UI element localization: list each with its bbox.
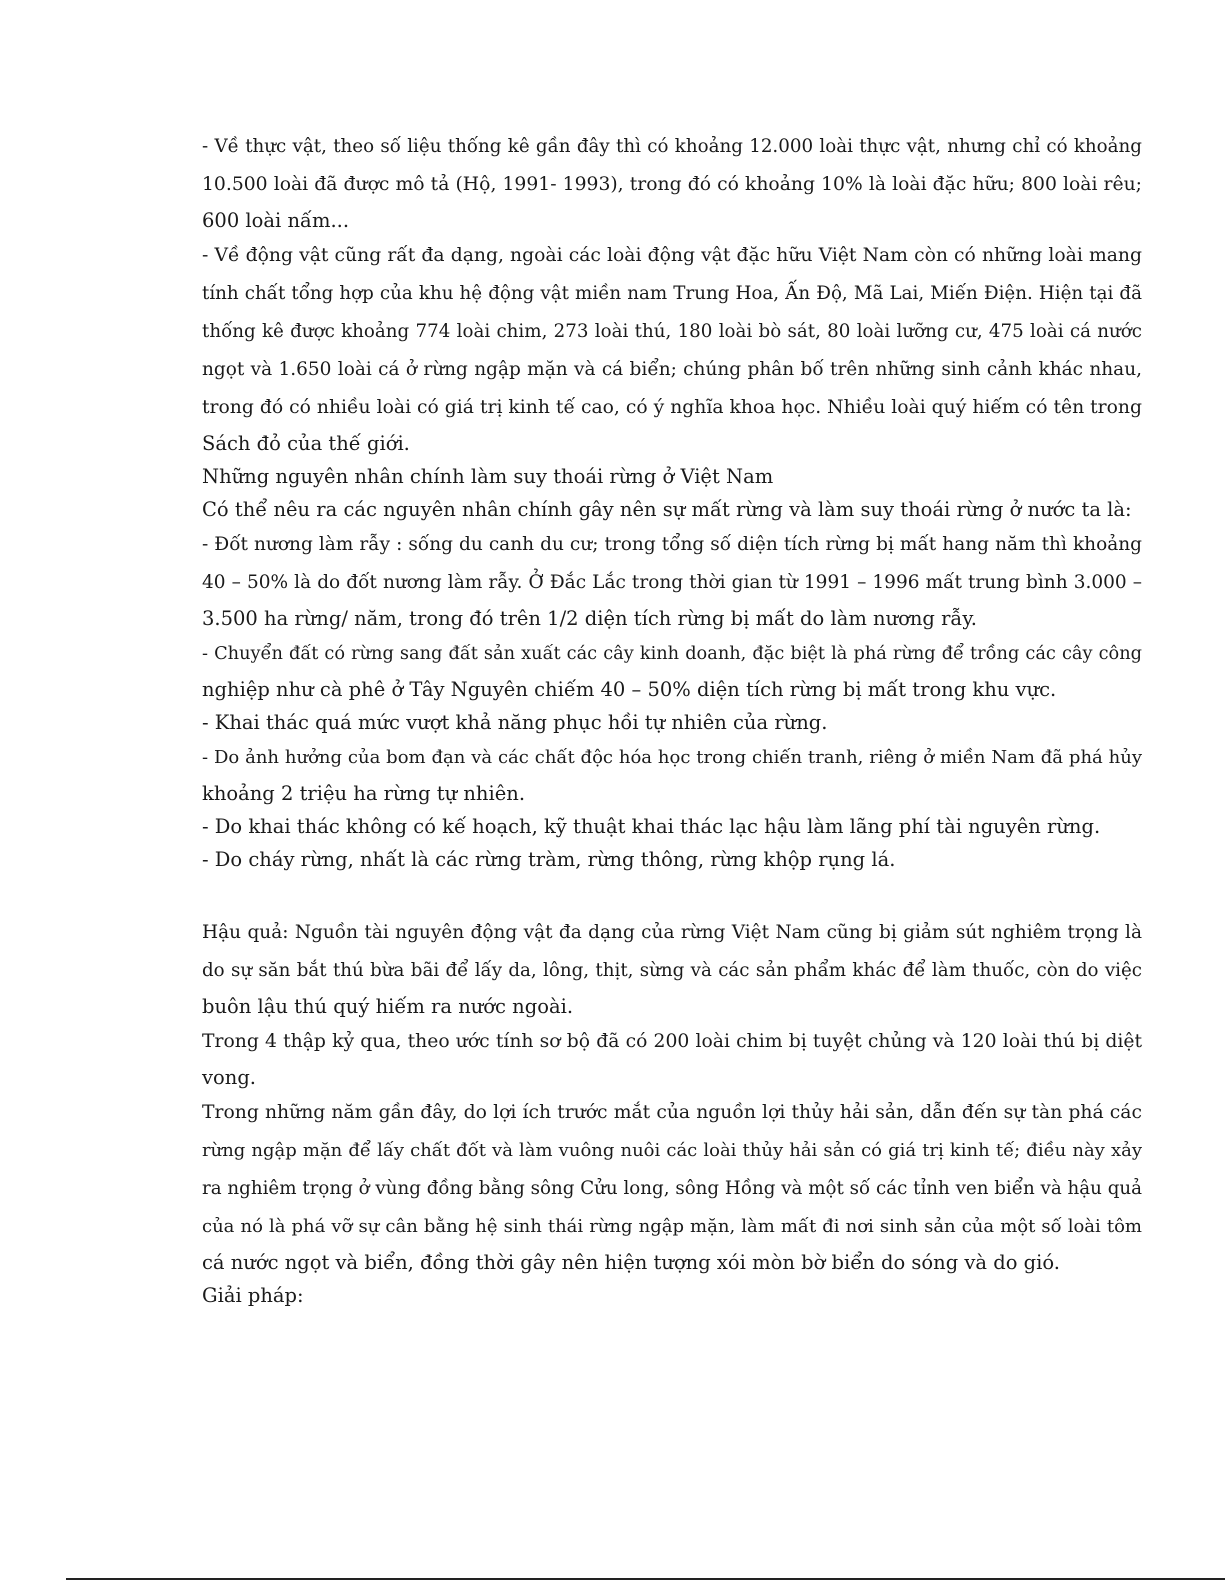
text-line: khoảng 2 triệu ha rừng tự nhiên.	[202, 782, 526, 805]
text-line: - Do cháy rừng, nhất là các rừng tràm, rừng thông, rừng khộp rụng lá.	[202, 848, 896, 871]
text-line: thống kê được khoảng 774 loài chim, 273 loài thú, 180 loài bò sát, 80 loài lưỡng cư, 475 loài cá nước	[202, 321, 1142, 342]
text-line: 40 – 50% là do đốt nương làm rẫy. Ở Đắc Lắc trong thời gian từ 1991 – 1996 mất trung bình 3.000 –	[202, 572, 1142, 593]
text-line: - Về thực vật, theo số liệu thống kê gần đây thì có khoảng 12.000 loài thực vật, nhưng chỉ có khoảng	[202, 136, 1142, 157]
text-line: - Khai thác quá mức vượt khả năng phục hồi tự nhiên của rừng.	[202, 711, 828, 734]
text-line: cá nước ngọt và biển, đồng thời gây nên hiện tượng xói mòn bờ biển do sóng và do gió.	[202, 1251, 1060, 1274]
text-line: rừng ngập mặn để lấy chất đốt và làm vuông nuôi các loài thủy hải sản có giá trị kinh tế; điều này xảy	[202, 1140, 1142, 1161]
text-line: 10.500 loài đã được mô tả (Hộ, 1991- 1993), trong đó có khoảng 10% là loài đặc hữu; 800 loài rêu;	[202, 174, 1142, 195]
text-line: - Chuyển đất có rừng sang đất sản xuất các cây kinh doanh, đặc biệt là phá rừng để trồng các cây công	[202, 644, 1142, 664]
text-line: Có thể nêu ra các nguyên nhân chính gây nên sự mất rừng và làm suy thoái rừng ở nước ta là:	[202, 498, 1132, 521]
text-line: - Về động vật cũng rất đa dạng, ngoài các loài động vật đặc hữu Việt Nam còn có những loài mang	[202, 245, 1142, 266]
section-heading: Những nguyên nhân chính làm suy thoái rừng ở Việt Nam	[202, 465, 774, 488]
paragraph-gap	[202, 876, 1142, 914]
text-line: tính chất tổng hợp của khu hệ động vật miền nam Trung Hoa, Ấn Độ, Mã Lai, Miến Điện. Hiện tại đã	[202, 283, 1142, 304]
text-line: của nó là phá vỡ sự cân bằng hệ sinh thái rừng ngập mặn, làm mất đi nơi sinh sản của một số loài tôm	[202, 1216, 1142, 1237]
text-line: - Do khai thác không có kế hoạch, kỹ thuật khai thác lạc hậu làm lãng phí tài nguyên rừng.	[202, 815, 1101, 838]
text-line: do sự săn bắt thú bừa bãi để lấy da, lông, thịt, sừng và các sản phẩm khác để làm thuốc, còn do việc	[202, 960, 1142, 981]
text-line: Trong 4 thập kỷ qua, theo ước tính sơ bộ đã có 200 loài chim bị tuyệt chủng và 120 loài thú bị diệt	[202, 1031, 1142, 1052]
page-bottom-rule	[66, 1578, 1225, 1580]
text-line: Sách đỏ của thế giới.	[202, 432, 410, 455]
text-line: - Do ảnh hưởng của bom đạn và các chất độc hóa học trong chiến tranh, riêng ở miền Nam đã phá hủy	[202, 747, 1142, 768]
text-line: buôn lậu thú quý hiếm ra nước ngoài.	[202, 995, 574, 1018]
text-line: ra nghiêm trọng ở vùng đồng bằng sông Cửu long, sông Hồng và một số các tỉnh ven biển và hậu quả	[202, 1178, 1143, 1199]
text-line: Trong những năm gần đây, do lợi ích trước mắt của nguồn lợi thủy hải sản, dẫn đến sự tàn phá các	[202, 1102, 1142, 1123]
section-heading: Giải pháp:	[202, 1284, 304, 1307]
document-body	[202, 128, 1142, 1312]
text-line: ngọt và 1.650 loài cá ở rừng ngập mặn và cá biển; chúng phân bố trên những sinh cảnh khác nhau,	[202, 359, 1142, 380]
text-line: Hậu quả: Nguồn tài nguyên động vật đa dạng của rừng Việt Nam cũng bị giảm sút nghiêm trọng là	[202, 922, 1142, 943]
text-line: 3.500 ha rừng/ năm, trong đó trên 1/2 diện tích rừng bị mất do làm nương rẫy.	[202, 607, 978, 630]
text-line: nghiệp như cà phê ở Tây Nguyên chiếm 40 – 50% diện tích rừng bị mất trong khu vực.	[202, 678, 1057, 701]
text-line: 600 loài nấm...	[202, 209, 350, 232]
text-line: trong đó có nhiều loài có giá trị kinh tế cao, có ý nghĩa khoa học. Nhiều loài quý hiếm có tên trong	[202, 397, 1142, 418]
text-line: vong.	[202, 1066, 256, 1089]
text-line: - Đốt nương làm rẫy : sống du canh du cư; trong tổng số diện tích rừng bị mất hang năm thì khoảng	[202, 534, 1142, 555]
